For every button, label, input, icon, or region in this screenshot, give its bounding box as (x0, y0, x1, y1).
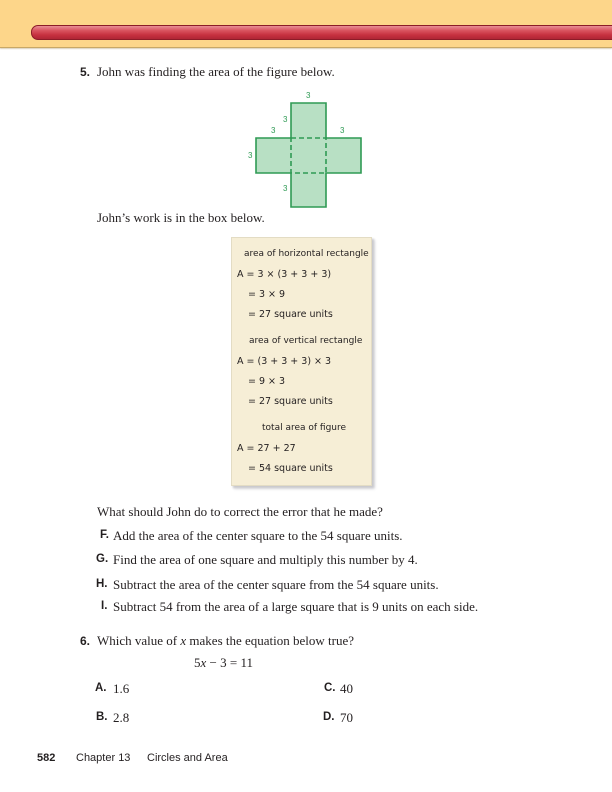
option-i-text[interactable]: Subtract 54 from the area of a large square that is 9 units on each side. (113, 599, 479, 614)
option-c-letter: C. (324, 682, 336, 694)
figure-label-left-side: 3 (248, 151, 253, 160)
equation-coefficient: 5 (194, 655, 201, 670)
work-line: A = (3 + 3 + 3) × 3 (237, 356, 332, 367)
chapter-label: Chapter 13 (76, 752, 131, 764)
cross-figure (240, 85, 380, 210)
equation-rest: − 3 = 11 (206, 655, 253, 670)
prompt-text: makes the equation below true? (186, 633, 355, 648)
header-decorative-bar (31, 25, 612, 40)
option-c-text[interactable]: 40 (340, 681, 353, 696)
chapter-title: Circles and Area (147, 752, 228, 764)
prompt-text: Which value of (97, 633, 181, 648)
option-h-text[interactable]: Subtract the area of the center square from the 54 square units. (113, 577, 439, 592)
figure-label-bottom-left: 3 (283, 184, 288, 193)
work-line: A = 3 × (3 + 3 + 3) (237, 269, 332, 280)
johns-work-box (231, 237, 372, 486)
work-section-3-title: total area of figure (262, 423, 347, 433)
equation (194, 655, 253, 671)
work-line: = 9 × 3 (248, 376, 286, 387)
option-d-letter: D. (323, 711, 335, 723)
option-b-letter: B. (96, 711, 108, 723)
cross-shape (256, 103, 361, 207)
work-line: = 54 square units (248, 463, 333, 474)
figure-label-right-top: 3 (340, 126, 345, 135)
option-d-text[interactable]: 70 (340, 710, 353, 725)
page-header-band (0, 0, 612, 48)
work-line: = 3 × 9 (248, 289, 286, 300)
work-section-2-title: area of vertical rectangle (249, 336, 363, 346)
option-a-text[interactable]: 1.6 (113, 681, 130, 696)
option-i-letter: I. (101, 600, 108, 612)
work-line: = 27 square units (248, 396, 333, 407)
equation-variable: x (200, 655, 207, 670)
option-b-text[interactable]: 2.8 (113, 710, 130, 725)
work-intro-text: John’s work is in the box below. (97, 210, 265, 225)
question-5-number: 5. (80, 65, 91, 79)
figure-label-left-top: 3 (271, 126, 276, 135)
work-line: A = 27 + 27 (237, 443, 296, 454)
option-g-text[interactable]: Find the area of one square and multiply this number by 4. (113, 552, 418, 567)
question-6-prompt (97, 633, 354, 649)
variable-x: x (180, 633, 187, 648)
figure-label-top: 3 (306, 91, 311, 100)
work-section-1-title: area of horizontal rectangle (244, 249, 369, 259)
option-f-text[interactable]: Add the area of the center square to the 54 square units. (113, 528, 403, 543)
option-a-letter: A. (95, 682, 107, 694)
option-f-letter: F. (100, 529, 109, 541)
question-5-follow-up: What should John do to correct the error that he made? (97, 504, 383, 519)
page-number: 582 (37, 752, 56, 764)
work-line: = 27 square units (248, 309, 333, 320)
option-h-letter: H. (96, 578, 108, 590)
question-6-number: 6. (80, 634, 91, 648)
question-5-prompt: John was finding the area of the figure below. (97, 64, 335, 79)
option-g-letter: G. (96, 553, 109, 565)
figure-label-upper-left: 3 (283, 115, 288, 124)
